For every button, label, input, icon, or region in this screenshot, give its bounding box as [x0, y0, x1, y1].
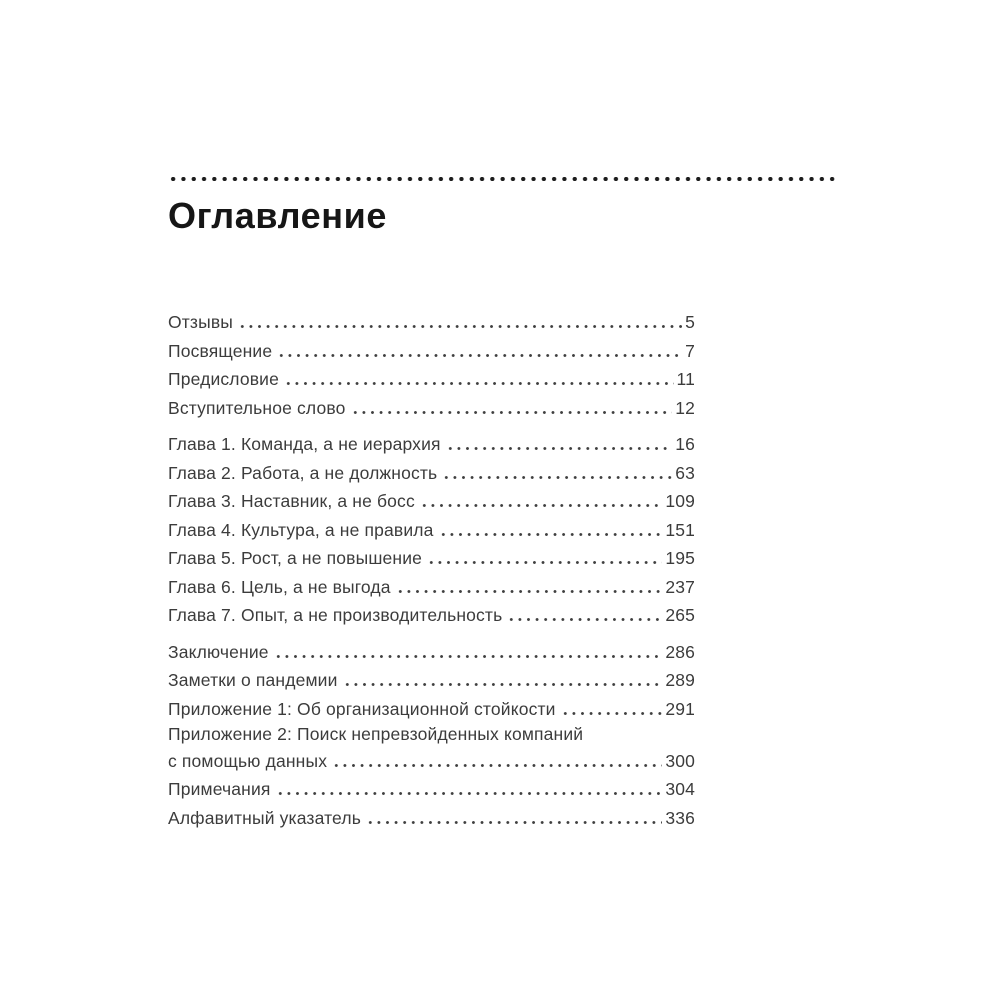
toc-entry-label: Приложение 1: Об организационной стойкости [168, 698, 556, 719]
toc-entry-page: 151 [665, 519, 695, 540]
dot-leader [277, 354, 682, 357]
dot-leader [396, 590, 663, 593]
toc-entry [168, 459, 695, 488]
page-title: Оглавление [168, 195, 387, 236]
toc-entry-page: 12 [675, 397, 695, 418]
toc-back-matter [168, 638, 695, 833]
toc-entry-label: Алфавитный указатель [168, 807, 361, 828]
toc-chapters [168, 430, 695, 630]
toc-entry [168, 723, 695, 775]
toc-entry-page: 289 [665, 670, 695, 690]
toc-entry-label: Отзывы [168, 312, 234, 332]
toc-entry [168, 804, 695, 833]
dot-leader [343, 683, 663, 686]
toc-content [168, 177, 840, 832]
toc-entry-page: 109 [665, 491, 695, 511]
toc-entry [168, 695, 695, 724]
toc-entry [168, 516, 695, 545]
toc-entry [168, 638, 695, 667]
toc-entry-page: 63 [675, 462, 695, 483]
dot-leader [446, 447, 673, 450]
toc-entry-page: 11 [676, 369, 695, 389]
toc-entry-label: Глава 6. Цель, а не выгода [168, 576, 391, 597]
toc-entry-page: 304 [665, 779, 695, 799]
dot-leader [507, 618, 662, 621]
toc-entry-label: Посвящение [168, 340, 273, 361]
toc-entry [168, 337, 695, 366]
dot-leader [238, 325, 682, 328]
toc-entry-label-line2: с помощью данных [168, 750, 328, 771]
toc-entry-page: 291 [665, 698, 695, 719]
dot-leader [274, 655, 663, 658]
dot-leader [561, 712, 663, 715]
toc-entry [168, 308, 695, 337]
toc-entry-page: 5 [685, 312, 695, 332]
toc-entry-page: 300 [665, 750, 695, 771]
toc-entry-page: 336 [665, 807, 695, 828]
dot-leader [276, 792, 663, 795]
toc-entry [168, 394, 695, 423]
dot-leader [366, 821, 662, 824]
toc-entry-label: Примечания [168, 779, 271, 799]
toc-entry [168, 601, 695, 630]
toc-entry [168, 430, 695, 459]
toc-entry-page: 237 [665, 576, 695, 597]
toc-entry-page: 195 [665, 548, 695, 568]
toc-entry [168, 666, 695, 695]
toc-entry-label: Предисловие [168, 369, 279, 389]
dot-leader [439, 533, 663, 536]
toc-entry-page: 7 [685, 340, 695, 361]
toc-entry-page: 16 [675, 434, 695, 454]
toc-entry-label: Глава 1. Команда, а не иерархия [168, 434, 441, 454]
toc-entry-label: Приложение 2: Поиск непревзойденных компаний [168, 724, 584, 744]
dot-leader [332, 764, 662, 767]
toc-entry [168, 573, 695, 602]
toc-entry-label: Заметки о пандемии [168, 670, 338, 690]
toc-entry [168, 365, 695, 394]
top-dotted-rule [168, 177, 840, 181]
toc-entry-label: Заключение [168, 641, 269, 662]
toc-entry [168, 775, 695, 804]
toc-entry-page: 286 [665, 641, 695, 662]
toc-entry-label: Глава 7. Опыт, а не производительность [168, 605, 503, 625]
toc-entry-page: 265 [665, 605, 695, 625]
dot-leader [442, 476, 672, 479]
dot-leader [284, 382, 674, 385]
toc-entry-label: Глава 3. Наставник, а не босс [168, 491, 415, 511]
toc-entry [168, 544, 695, 573]
dot-leader [420, 504, 663, 507]
dot-leader [427, 561, 662, 564]
dot-leader [351, 411, 673, 414]
toc-entry-label: Глава 5. Рост, а не повышение [168, 548, 423, 568]
toc-entry-label: Глава 4. Культура, а не правила [168, 519, 434, 540]
toc-front-matter [168, 308, 695, 422]
toc-entry-label: Вступительное слово [168, 397, 346, 418]
toc-entry [168, 487, 695, 516]
table-of-contents [168, 308, 695, 832]
toc-entry-label: Глава 2. Работа, а не должность [168, 462, 438, 483]
